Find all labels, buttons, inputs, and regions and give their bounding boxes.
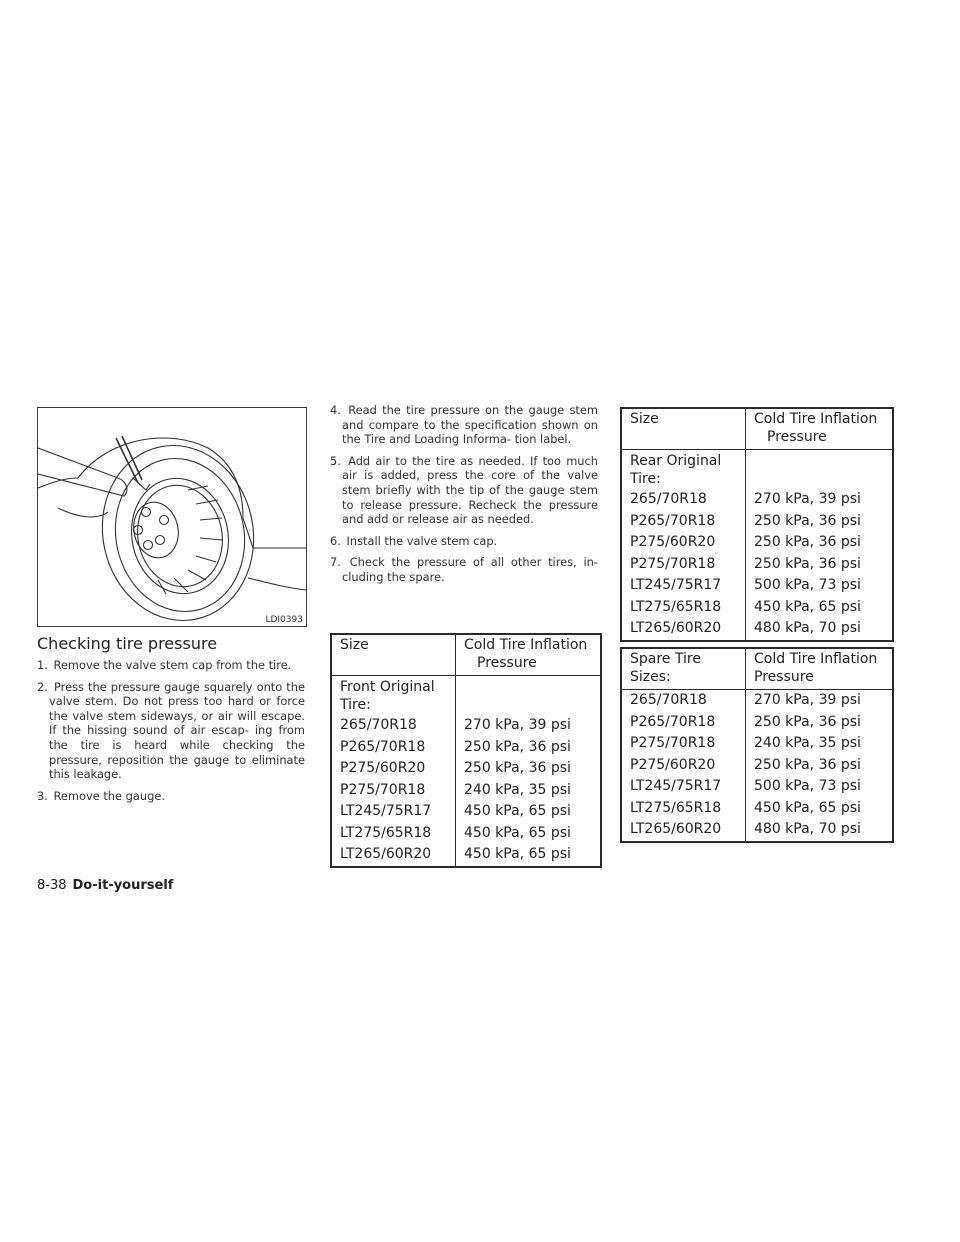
table-row: LT275/65R18 450 kPa, 65 psi (621, 597, 893, 619)
table-row: P275/70R18 240 kPa, 35 psi (621, 733, 893, 755)
table-row: LT245/75R17 450 kPa, 65 psi (331, 801, 601, 823)
step-6: 6. Install the valve stem cap. (330, 533, 498, 548)
step-4: 4. Read the tire pressure on the gauge stem and compare to the specification shown on the Tire and Loading Informa- tion label. (330, 403, 598, 447)
table-header-pressure: Cold Tire Inflation Pressure (456, 634, 602, 676)
front-tire-pressure-table (330, 633, 602, 868)
table-row: LT245/75R17 500 kPa, 73 psi (621, 575, 893, 597)
table-row: P275/60R20 250 kPa, 36 psi (621, 532, 893, 554)
steps-list-middle (330, 403, 598, 592)
table-row: 265/70R18 270 kPa, 39 psi (331, 715, 601, 737)
table-header-size: Size (331, 634, 456, 676)
step-5: 5. Add air to the tire as needed. If too much air is added, press the core of the valve stem briefly with the tip of the gauge stem to release pressure. Recheck the pressure and add or release air as needed. (330, 453, 598, 527)
table-row: LT245/75R17 500 kPa, 73 psi (621, 776, 893, 798)
table-row: LT265/60R20 480 kPa, 70 psi (621, 819, 893, 842)
table-row: P275/60R20 250 kPa, 36 psi (331, 758, 601, 780)
table-group-label: Rear Original Tire: (621, 450, 746, 490)
table-header-pressure: Cold Tire Inflation Pressure (746, 408, 894, 450)
spare-tire-pressure-table (620, 647, 894, 843)
section-heading: Checking tire pressure (37, 634, 218, 653)
step-2: 2. Press the pressure gauge squarely onto the valve stem. Do not press too hard or force the valve stem sideways, or air will escape. If the hissing sound of air escap- ing from the tire is heard while checking the pressure, reposition the gauge to eliminate this leakage. (37, 679, 306, 782)
table-row: P275/70R18 250 kPa, 36 psi (621, 554, 893, 576)
table-header-size: Size (621, 408, 746, 450)
tire-drawing (38, 408, 306, 626)
table-row: LT275/65R18 450 kPa, 65 psi (331, 823, 601, 845)
table-header-size: Spare Tire Sizes: (621, 648, 746, 690)
section-name: Do-it-yourself (72, 878, 174, 893)
figure-code: LDI0393 (265, 615, 303, 625)
step-3: 3. Remove the gauge. (37, 788, 165, 803)
step-1: 1. Remove the valve stem cap from the tire. (37, 658, 292, 672)
table-row: LT265/60R20 450 kPa, 65 psi (331, 844, 601, 867)
table-group-label: Front Original Tire: (331, 676, 456, 716)
table-row: P265/70R18 250 kPa, 36 psi (331, 737, 601, 759)
tire-gauge-illustration (37, 407, 307, 627)
rear-tire-pressure-table (620, 407, 894, 642)
table-row: 265/70R18 270 kPa, 39 psi (621, 690, 893, 712)
page-number: 8-38 (37, 878, 67, 893)
table-row: P265/70R18 250 kPa, 36 psi (621, 712, 893, 734)
table-row: P275/70R18 240 kPa, 35 psi (331, 780, 601, 802)
step-7: 7. Check the pressure of all other tires, in- cluding the spare. (330, 555, 598, 584)
table-row: P275/60R20 250 kPa, 36 psi (621, 755, 893, 777)
table-row: 265/70R18 270 kPa, 39 psi (621, 489, 893, 511)
page-footer (37, 878, 173, 893)
table-row: LT275/65R18 450 kPa, 65 psi (621, 798, 893, 820)
steps-list-left (37, 658, 305, 810)
table-header-pressure: Cold Tire Inflation Pressure (746, 648, 894, 690)
table-row: LT265/60R20 480 kPa, 70 psi (621, 618, 893, 641)
table-row: P265/70R18 250 kPa, 36 psi (621, 511, 893, 533)
